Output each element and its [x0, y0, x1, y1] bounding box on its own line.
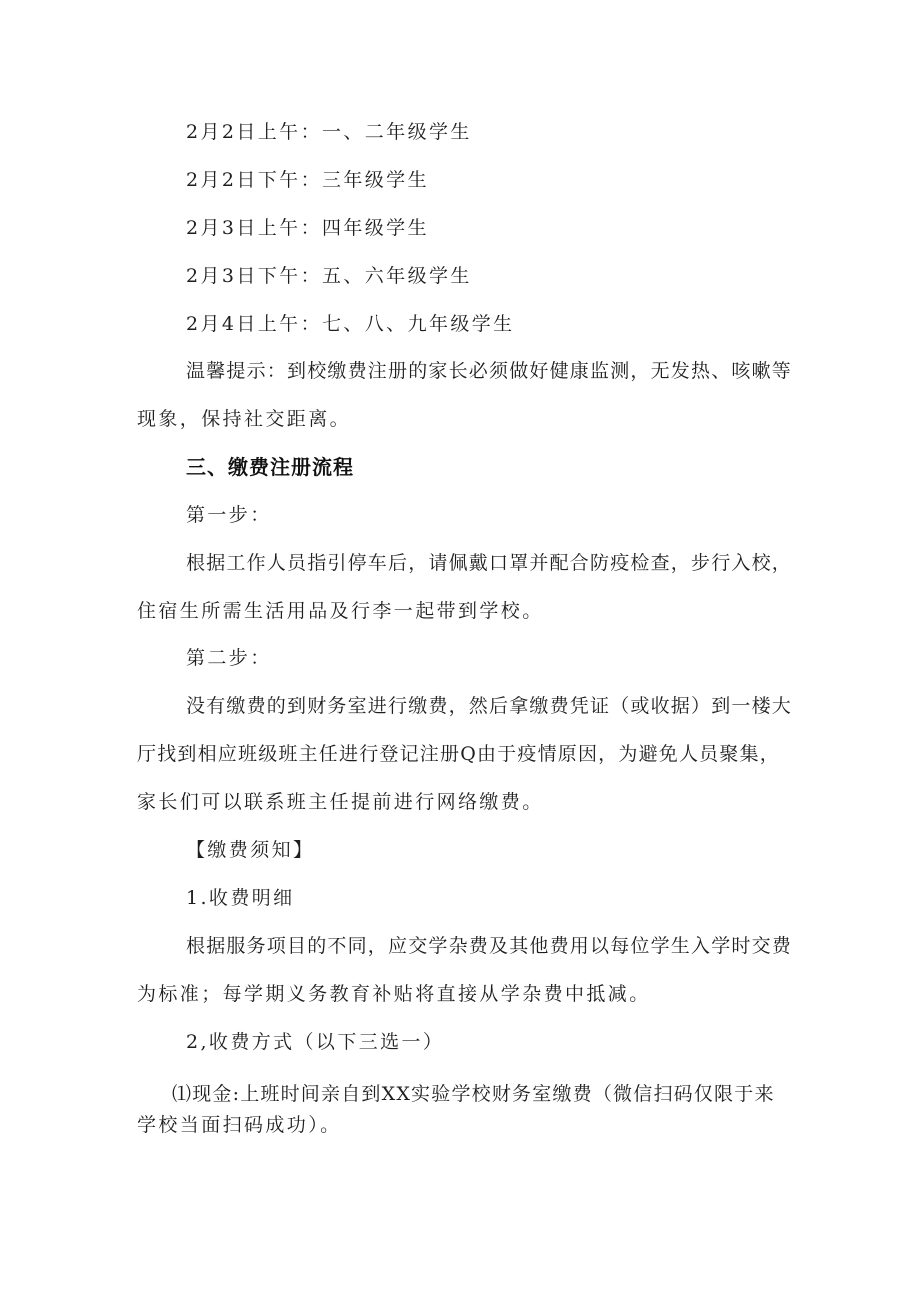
item1-line-1: 根据服务项目的不同，应交学杂费及其他费用以每位学生入学时交费 [186, 935, 793, 957]
step1-line-2: 住宿生所需生活用品及行李一起带到学校。 [137, 600, 544, 622]
schedule-line-4: 2月3日下午：五、六年级学生 [186, 265, 472, 287]
notice-title: 【缴费须知】 [186, 839, 315, 861]
tip-line-2: 现象，保持社交距离。 [137, 408, 352, 430]
step2-line-3: 家长们可以联系班主任提前进行网络缴费。 [137, 791, 544, 813]
step2-line-1: 没有缴费的到财务室进行缴费，然后拿缴费凭证（或收据）到一楼大 [186, 695, 793, 717]
cash-line-1: ⑴现金:上班时间亲自到XX实验学校财务室缴费（微信扫码仅限于来 [172, 1083, 775, 1105]
item1-title: 1.收费明细 [186, 887, 295, 909]
step1-line-1: 根据工作人员指引停车后，请佩戴口罩并配合防疫检查，步行入校， [186, 552, 793, 574]
schedule-line-3: 2月3日上午：四年级学生 [186, 217, 429, 239]
tip-line-1: 温馨提示：到校缴费注册的家长必须做好健康监测，无发热、咳嗽等 [186, 360, 793, 382]
schedule-line-5: 2月4日上午：七、八、九年级学生 [186, 313, 515, 335]
step2-label: 第二步： [186, 647, 272, 669]
step1-label: 第一步： [186, 504, 272, 526]
step2-line-2: 厅找到相应班级班主任进行登记注册Q由于疫情原因，为避免人员聚集， [137, 743, 780, 765]
cash-line-2: 学校当面扫码成功）。 [137, 1114, 342, 1136]
schedule-line-1: 2月2日上午：一、二年级学生 [186, 121, 472, 143]
item2-title: 2,收费方式（以下三选一） [186, 1031, 445, 1053]
schedule-line-2: 2月2日下午：三年级学生 [186, 169, 429, 191]
section-heading: 三、缴费注册流程 [186, 455, 354, 479]
item1-line-2: 为标准；每学期义务教育补贴将直接从学杂费中抵减。 [137, 983, 651, 1005]
